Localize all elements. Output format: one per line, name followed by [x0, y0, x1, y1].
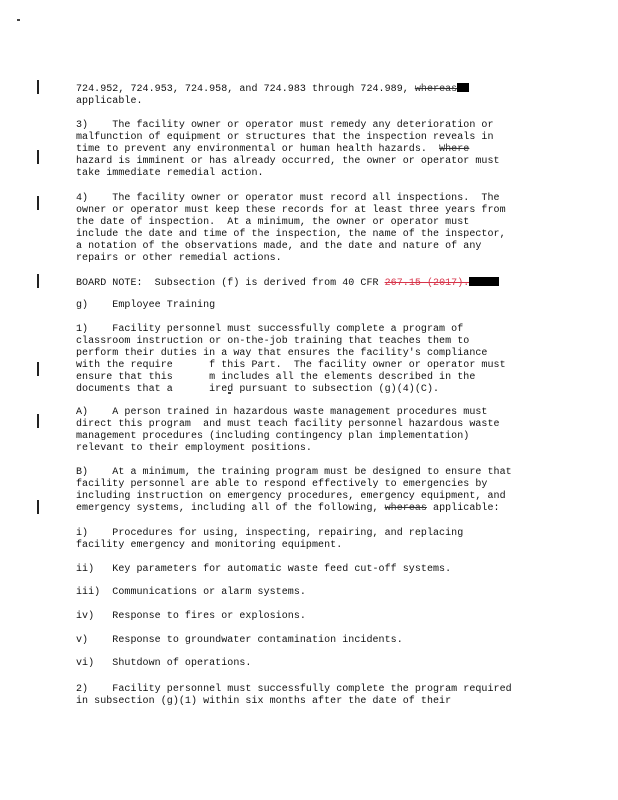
change-bar: [37, 150, 39, 164]
list-item: iv) Response to fires or explosions.: [76, 611, 306, 622]
text-line: owner or operator must keep these records for at least three years from: [76, 205, 506, 216]
text-line: 4) The facility owner or operator must record all inspections. The: [76, 193, 500, 204]
text-line: take immediate remedial action.: [76, 168, 264, 179]
text-line: a notation of the observations made, and the date and nature of any: [76, 241, 482, 252]
text-line: 724.952, 724.953, 724.958, and 724.983 through 724.989, whereas: [76, 83, 469, 96]
section-heading: g) Employee Training: [76, 300, 216, 311]
text-line: malfunction of equipment or structures that the inspection reveals in: [76, 132, 494, 143]
text-line: 2) Facility personnel must successfully complete the program required: [76, 684, 512, 695]
text-line: with the require f this Part. The facility owner or operator must: [76, 360, 506, 371]
list-item: iii) Communications or alarm systems.: [76, 587, 306, 598]
text-line: hazard is imminent or has already occurred, the owner or operator must: [76, 156, 500, 167]
text-line: emergency systems, including all of the following, whereas applicable:: [76, 503, 500, 514]
list-item: ii) Key parameters for automatic waste feed cut-off systems.: [76, 564, 452, 575]
text-line: A) A person trained in hazardous waste management procedures must: [76, 407, 488, 418]
change-bar: [37, 274, 39, 288]
text-line: including instruction on emergency procedures, emergency equipment, and: [76, 491, 506, 502]
change-bar: [37, 414, 39, 428]
text-line: facility personnel are able to respond effectively to emergencies by: [76, 479, 488, 490]
text-line: management procedures (including contingency plan implementation): [76, 431, 470, 442]
change-bar: [37, 80, 39, 94]
text-line: in subsection (g)(1) within six months after the date of their: [76, 696, 452, 707]
redaction-blot: [457, 83, 469, 92]
text-line: include the date and time of the inspection, the name of the inspector,: [76, 229, 506, 240]
change-bar: [37, 500, 39, 514]
change-bar: [37, 196, 39, 210]
board-note: BOARD NOTE: Subsection (f) is derived from 40 CFR 267.15 (2017).: [76, 277, 499, 290]
redaction-blot: [469, 277, 499, 286]
text-line: facility emergency and monitoring equipment.: [76, 540, 343, 551]
scan-speck: [17, 19, 20, 21]
text-line: B) At a minimum, the training program must be designed to ensure that: [76, 467, 512, 478]
text-line: ensure that this m includes all the elements described in the: [76, 372, 476, 383]
text-line: perform their duties in a way that ensures the facility's compliance: [76, 348, 488, 359]
text-line: 3) The facility owner or operator must remedy any deterioration or: [76, 120, 494, 131]
text-line: time to prevent any environmental or human health hazards. Where: [76, 144, 470, 155]
text-line: the date of inspection. At a minimum, the owner or operator must: [76, 217, 470, 228]
text-line: repairs or other remedial actions.: [76, 253, 282, 264]
text-line: classroom instruction or on-the-job training that teaches them to: [76, 336, 470, 347]
list-item: vi) Shutdown of operations.: [76, 658, 252, 669]
text-line: direct this program and must teach facility personnel hazardous waste: [76, 419, 500, 430]
change-bar: [37, 362, 39, 376]
text-line: applicable.: [76, 96, 143, 107]
list-item: v) Response to groundwater contamination incidents.: [76, 635, 403, 646]
text-line: relevant to their employment positions.: [76, 443, 312, 454]
text-line: 1) Facility personnel must successfully complete a program of: [76, 324, 464, 335]
text-line: i) Procedures for using, inspecting, repairing, and replacing: [76, 528, 464, 539]
text-line: documents that a ired pursuant to subsection (g)(4)(C).: [76, 384, 440, 395]
